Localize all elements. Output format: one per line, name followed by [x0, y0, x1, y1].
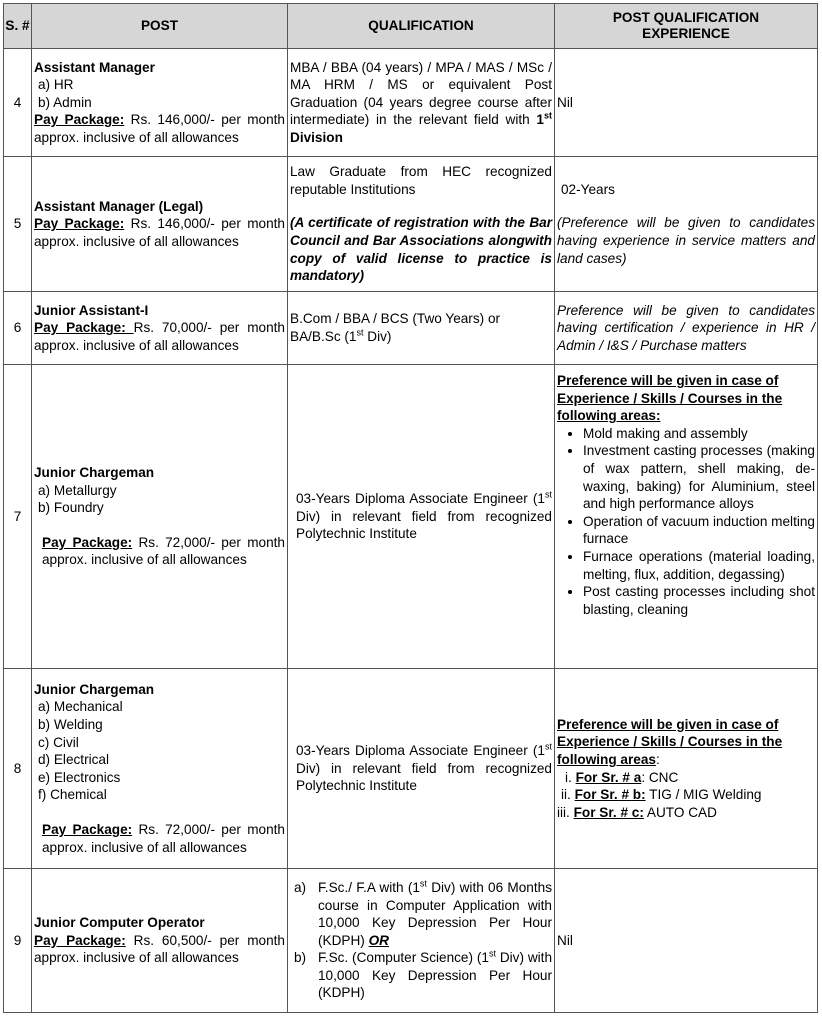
- header-post: POST: [32, 4, 288, 49]
- post-sub: b) Admin: [38, 94, 92, 110]
- serial-number: 4: [4, 49, 32, 157]
- pay-package: [34, 932, 285, 967]
- post-title: Junior Computer Operator: [34, 915, 205, 931]
- qualification-sup: st: [544, 489, 552, 500]
- qualification-cell: [288, 869, 555, 1013]
- serial-number: 6: [4, 292, 32, 365]
- pay-text: Rs. 72,000/- per month approx. inclusive of all allowances: [42, 534, 285, 568]
- pay-text: Rs. 60,500/- per month approx. inclusive of all allowances: [34, 932, 285, 966]
- post-title: Assistant Manager: [34, 59, 155, 75]
- option-text-part: Div) with 10,000 Key Depression Per Hour (KDPH): [318, 950, 553, 1001]
- table-row: [4, 292, 818, 365]
- post-sub: f) Chemical: [38, 787, 107, 803]
- experience-heading: Preference will be given in case of Experience / Skills / Courses in the following areas: [557, 716, 783, 767]
- pay-package: [34, 111, 285, 146]
- serial-number: 8: [4, 669, 32, 869]
- experience-cell: Nil: [555, 49, 818, 157]
- qualification-cell: [288, 157, 555, 292]
- pay-text: Rs. 72,000/- per month approx. inclusive of all allowances: [42, 821, 285, 855]
- header-qualification: QUALIFICATION: [288, 4, 555, 49]
- pay-label: Pay Package:: [34, 112, 125, 128]
- qualification-text-end: Div) in relevant field from recognized Polytechnic Institute: [296, 508, 552, 542]
- list-item: • Furnace operations (material loading, melting, flux, addition, degassing): [583, 548, 815, 583]
- pay-label: Pay Package:: [34, 932, 126, 948]
- qualification-text: 03-Years Diploma Associate Engineer (1: [296, 491, 545, 507]
- option-text-part: F.Sc. (Computer Science) (1: [318, 950, 489, 966]
- pay-label: Pay Package:: [34, 216, 125, 232]
- experience-text: 02-Years: [561, 181, 615, 197]
- pay-label: Pay Package:: [42, 821, 133, 837]
- qualification-bold: Division: [290, 129, 343, 145]
- qualification-text: Law Graduate from HEC recognized reputable Institutions: [290, 164, 552, 197]
- qualification-text-end: Div): [363, 329, 392, 344]
- post-sub: b) Foundry: [38, 500, 104, 516]
- qualification-text: 03-Years Diploma Associate Engineer (1: [296, 743, 545, 759]
- experience-cell: [555, 669, 818, 869]
- post-cell: [32, 157, 288, 292]
- experience-cell: Nil: [555, 869, 818, 1013]
- experience-note: (Preference will be given to candidates having experience in service matters and land cases): [557, 215, 815, 266]
- post-title: Junior Chargeman: [34, 681, 155, 697]
- pay-package: [34, 319, 285, 354]
- post-title: Junior Assistant-I: [34, 302, 149, 318]
- list-item: • Investment casting processes (making of wax pattern, shell making, de-waxing, baking) for Aluminium, steel and high performance alloys: [583, 442, 815, 512]
- serial-number: 5: [4, 157, 32, 292]
- post-cell: [32, 292, 288, 365]
- item-label: For Sr. # b:: [574, 787, 646, 803]
- item-label: For Sr. # c:: [573, 804, 644, 820]
- qualification-option: [290, 879, 552, 949]
- item-value: AUTO CAD: [643, 804, 717, 820]
- qualification-sup: st: [544, 741, 552, 752]
- experience-item: [557, 804, 815, 822]
- post-sub: a) Mechanical: [38, 699, 123, 715]
- jobs-table: [3, 3, 818, 1013]
- serial-number: 7: [4, 365, 32, 669]
- post-title: Assistant Manager (Legal): [34, 198, 204, 214]
- item-num: ii.: [561, 787, 571, 803]
- item-value: TIG / MIG Welding: [645, 787, 762, 803]
- item-label: For Sr. # a: [575, 769, 642, 785]
- option-num: a): [294, 879, 307, 895]
- post-sub: a) HR: [38, 77, 74, 93]
- option-or: OR: [368, 932, 389, 948]
- experience-cell: [555, 365, 818, 669]
- qualification-sup: st: [543, 110, 552, 121]
- serial-number: 9: [4, 869, 32, 1013]
- pay-package: [34, 534, 285, 569]
- qualification-text: MBA / BBA (04 years) / MPA / MAS / MSc / MA HRM / MS or equivalent Post Graduation (04 years degree course after intermediate) in the relevant field with: [290, 59, 552, 128]
- pay-package: [34, 821, 285, 856]
- qualification-bold: 1: [536, 112, 544, 128]
- post-cell: [32, 669, 288, 869]
- option-text-part: Div) with 06 Months course in Computer Application with 10,000 Key Depression Per Hour (KDPH): [318, 879, 552, 948]
- list-item: • Post casting processes including shot blasting, cleaning: [583, 583, 815, 618]
- post-cell: [32, 869, 288, 1013]
- pay-label: Pay Package:: [42, 534, 133, 550]
- experience-heading: Preference will be given in case of Experience / Skills / Courses in the following areas:: [557, 373, 783, 424]
- qualification-cell: [288, 292, 555, 365]
- table-row: [4, 869, 818, 1013]
- post-cell: [32, 365, 288, 669]
- qualification-cell: [288, 365, 555, 669]
- experience-colon: :: [655, 751, 660, 767]
- pay-label: Pay Package:: [34, 320, 134, 336]
- option-sup: st: [488, 948, 496, 959]
- option-text-part: F.Sc./ F.A with (1: [318, 879, 420, 895]
- post-sub: e) Electronics: [38, 769, 121, 785]
- pay-package: [34, 215, 285, 250]
- post-cell: [32, 49, 288, 157]
- experience-list: [557, 425, 815, 619]
- qualification-cell: [288, 49, 555, 157]
- experience-heading-wrap: [557, 716, 815, 769]
- option-num: b): [294, 950, 307, 966]
- list-item: • Operation of vacuum induction melting furnace: [583, 513, 815, 548]
- item-value: : CNC: [641, 769, 679, 785]
- qualification-text-end: Div) in relevant field from recognized Polytechnic Institute: [296, 760, 552, 794]
- post-sub: a) Metallurgy: [38, 482, 117, 498]
- item-num: iii.: [557, 804, 570, 820]
- post-sub: d) Electrical: [38, 752, 110, 768]
- post-sub: c) Civil: [38, 734, 79, 750]
- list-item: • Mold making and assembly: [583, 425, 815, 443]
- experience-item: [557, 769, 815, 787]
- qualification-text: B.Com / BBA / BCS (Two Years) or BA/B.Sc (1: [290, 311, 501, 344]
- qualification-note: (A certificate of registration with the Bar Council and Bar Associations alongwith copy of valid license to practice is mandatory): [290, 215, 552, 284]
- experience-cell: [555, 157, 818, 292]
- post-title: Junior Chargeman: [34, 465, 155, 481]
- header-sno: S. #: [4, 4, 32, 49]
- pay-text: Rs. 146,000/- per month approx. inclusive of all allowances: [34, 112, 285, 145]
- option-text: [318, 879, 552, 949]
- table-row: [4, 669, 818, 869]
- option-text: [318, 949, 552, 1002]
- table-row: [4, 49, 818, 157]
- qualification-cell: [288, 669, 555, 869]
- table-row: [4, 157, 818, 292]
- table-row: [4, 365, 818, 669]
- qualification-option: [290, 949, 552, 1002]
- pay-text: Rs. 146,000/- per month approx. inclusive of all allowances: [34, 216, 285, 249]
- qualification-sup: st: [356, 327, 364, 338]
- pay-text: Rs. 70,000/- per month approx. inclusive of all allowances: [34, 320, 285, 353]
- header-row: [4, 4, 818, 49]
- option-sup: st: [419, 878, 427, 889]
- post-sub: b) Welding: [38, 717, 103, 733]
- experience-cell: Preference will be given to candidates having certification / experience in HR / Admin / I&S / Purchase matters: [555, 292, 818, 365]
- header-experience: POST QUALIFICATION EXPERIENCE: [555, 4, 818, 49]
- item-num: i.: [565, 769, 572, 785]
- experience-item: [557, 786, 815, 804]
